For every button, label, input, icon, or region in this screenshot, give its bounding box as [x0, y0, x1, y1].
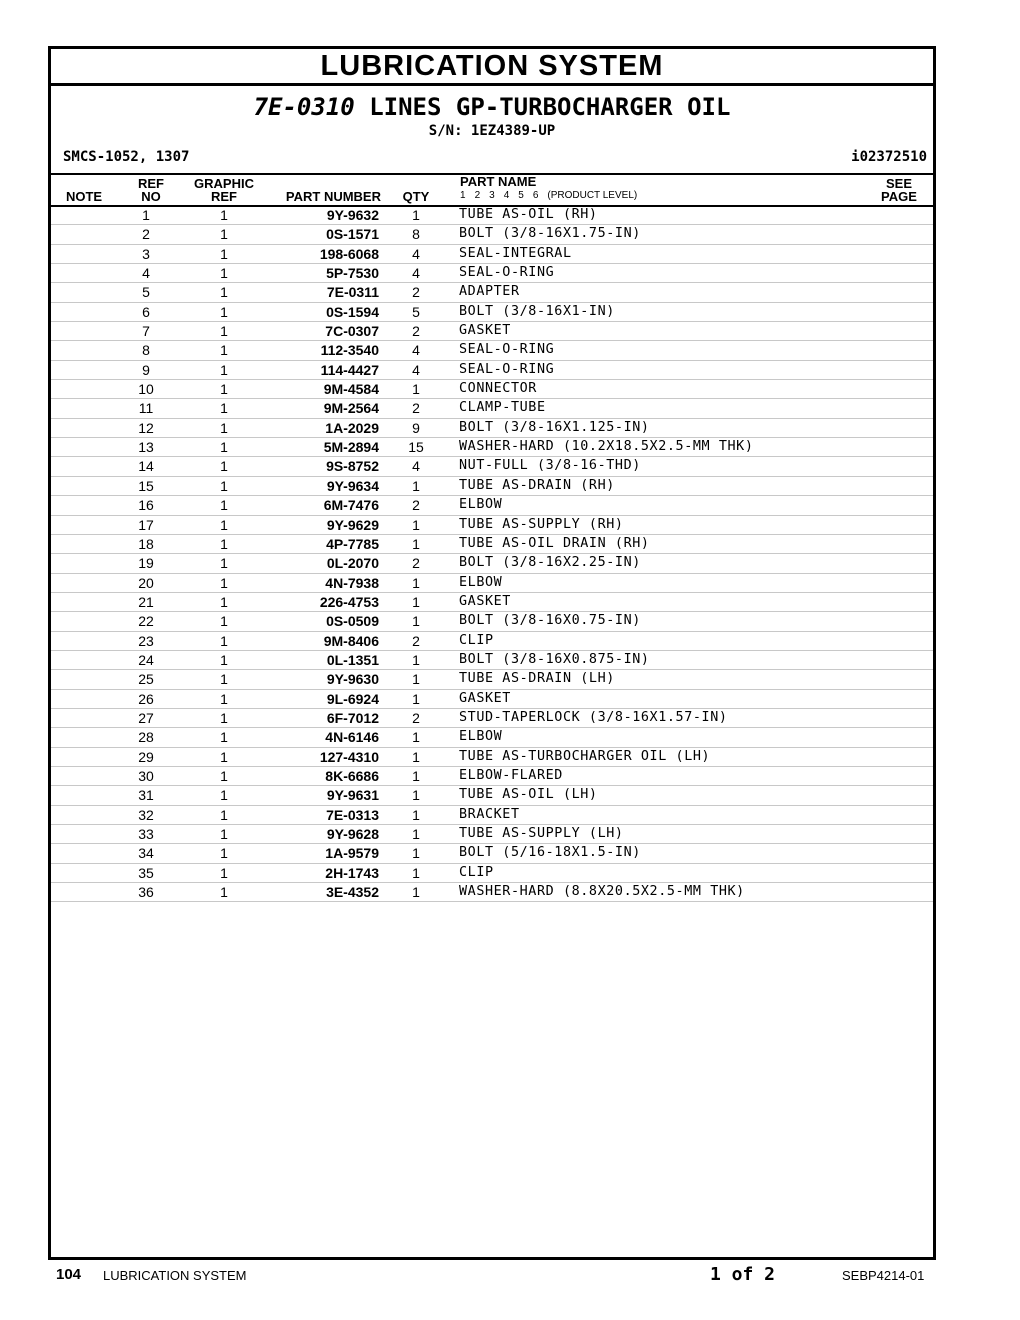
part-number: 4N-6146: [325, 729, 379, 746]
table-row: [51, 322, 933, 341]
part-number: 9Y-9630: [326, 671, 379, 688]
part-number: 3E-4352: [326, 884, 379, 901]
quantity: 1: [412, 767, 420, 784]
table-row: [51, 264, 933, 283]
table-row: [51, 225, 933, 244]
part-name: CLIP: [459, 864, 494, 880]
part-number: 4P-7785: [326, 535, 379, 552]
part-name: NUT-FULL (3/8-16-THD): [459, 458, 641, 474]
ref-no: 27: [138, 709, 154, 726]
quantity: 1: [412, 477, 420, 494]
quantity: 5: [412, 303, 420, 320]
quantity: 1: [412, 535, 420, 552]
ref-no: 31: [138, 787, 154, 804]
table-row: [51, 399, 933, 418]
part-number: 1A-2029: [325, 419, 379, 436]
graphic-ref: 1: [220, 361, 228, 378]
graphic-ref: 1: [220, 535, 228, 552]
ref-no: 25: [138, 671, 154, 688]
part-name: BOLT (3/8-16X0.875-IN): [459, 651, 650, 667]
table-row: [51, 864, 933, 883]
table-row: [51, 516, 933, 535]
table-row: [51, 477, 933, 496]
graphic-ref: 1: [220, 593, 228, 610]
graphic-ref: 1: [220, 265, 228, 282]
ref-no: 22: [138, 613, 154, 630]
col-ref-header-bottom: NO: [141, 189, 161, 204]
graphic-ref: 1: [220, 458, 228, 475]
graphic-ref: 1: [220, 574, 228, 591]
ref-no: 12: [138, 419, 154, 436]
part-number: 7E-0313: [326, 806, 379, 823]
group-heading: [51, 93, 933, 121]
table-row: [51, 806, 933, 825]
part-name: SEAL-O-RING: [459, 265, 555, 281]
quantity: 8: [412, 226, 420, 243]
table-row: [51, 535, 933, 554]
part-number: 7C-0307: [325, 323, 379, 340]
table-row: [51, 883, 933, 902]
part-number: 9M-8406: [323, 632, 379, 649]
graphic-ref: 1: [220, 690, 228, 707]
part-name: CONNECTOR: [459, 381, 537, 397]
graphic-ref: 1: [220, 516, 228, 533]
col-graphic-header-top: GRAPHIC: [194, 176, 254, 191]
part-name: TUBE AS-TURBOCHARGER OIL (LH): [459, 748, 711, 764]
part-name: TUBE AS-SUPPLY (LH): [459, 826, 624, 841]
part-number: 9Y-9628: [326, 826, 379, 842]
quantity: 2: [412, 555, 420, 572]
graphic-ref: 1: [220, 381, 228, 398]
page-number: 104: [56, 1266, 82, 1283]
part-name: ELBOW: [459, 497, 503, 513]
graphic-ref: 1: [220, 806, 228, 823]
quantity: 2: [412, 709, 420, 726]
part-number: 0S-0509: [326, 613, 379, 630]
product-level-label: (PRODUCT LEVEL): [547, 190, 638, 201]
table-row: [51, 283, 933, 302]
part-name: SEAL-O-RING: [459, 361, 555, 377]
quantity: 1: [412, 729, 420, 746]
part-number: 6M-7476: [323, 497, 379, 514]
quantity: 2: [412, 400, 420, 417]
ref-no: 34: [138, 845, 154, 862]
table-row: [51, 361, 933, 380]
part-name: SEAL-O-RING: [459, 342, 555, 358]
graphic-ref: 1: [220, 845, 228, 862]
page-of: 1 of 2: [710, 1264, 776, 1285]
quantity: 15: [408, 439, 424, 456]
ref-no: 19: [138, 555, 154, 572]
table-row: [51, 690, 933, 709]
part-number: 5P-7530: [326, 265, 379, 282]
table-row: [51, 670, 933, 689]
ref-no: 32: [138, 806, 154, 823]
ref-no: 11: [138, 400, 154, 417]
table-row: [51, 786, 933, 805]
part-number: 4N-7938: [325, 574, 379, 591]
quantity: 1: [412, 671, 420, 688]
graphic-ref: 1: [220, 342, 228, 359]
part-name: ELBOW-FLARED: [459, 767, 563, 783]
part-number: 2H-1743: [325, 864, 379, 881]
part-name: ELBOW: [459, 729, 503, 745]
table-row: [51, 457, 933, 476]
part-name: ELBOW: [459, 574, 503, 590]
ref-no: 33: [138, 826, 154, 842]
graphic-ref: 1: [220, 671, 228, 688]
quantity: 1: [412, 381, 420, 398]
quantity: 4: [412, 265, 420, 282]
table-row: [51, 245, 933, 264]
ref-no: 24: [138, 651, 154, 668]
quantity: 4: [412, 458, 420, 475]
graphic-ref: 1: [220, 709, 228, 726]
quantity: 1: [412, 207, 420, 223]
quantity: 1: [412, 845, 420, 862]
quantity: 4: [412, 361, 420, 378]
table-row: [51, 593, 933, 612]
quantity: 1: [412, 884, 420, 901]
ref-no: 28: [138, 729, 154, 746]
part-name: BOLT (3/8-16X1.125-IN): [459, 419, 650, 435]
quantity: 9: [412, 419, 420, 436]
table-row: [51, 303, 933, 322]
part-number: 5M-2894: [323, 439, 379, 456]
graphic-ref: 1: [220, 826, 228, 842]
ref-no: 2: [142, 226, 150, 243]
part-name: TUBE AS-SUPPLY (RH): [459, 516, 624, 532]
part-name: BOLT (3/8-16X0.75-IN): [459, 613, 641, 629]
quantity: 1: [412, 864, 420, 881]
part-name: CLAMP-TUBE: [459, 400, 546, 416]
ref-no: 4: [142, 265, 150, 282]
part-name: GASKET: [459, 690, 511, 706]
part-number: 8K-6686: [325, 767, 379, 784]
parts-list: [51, 206, 933, 902]
quantity: 1: [412, 574, 420, 591]
ref-no: 9: [142, 361, 150, 378]
graphic-ref: 1: [220, 419, 228, 436]
part-number: 0L-1351: [326, 651, 379, 668]
graphic-ref: 1: [220, 729, 228, 746]
part-number: 9M-4584: [323, 381, 379, 398]
part-name: WASHER-HARD (8.8X20.5X2.5-MM THK): [459, 884, 745, 900]
quantity: 2: [412, 323, 420, 340]
ref-no: 36: [138, 884, 154, 901]
table-row: [51, 767, 933, 786]
section-title: LUBRICATION SYSTEM: [51, 49, 933, 86]
table-row: [51, 419, 933, 438]
part-name: TUBE AS-DRAIN (RH): [459, 477, 615, 493]
col-part-number-header: PART NUMBER: [285, 189, 381, 204]
table-row: [51, 728, 933, 747]
part-number: 9Y-9632: [326, 207, 379, 223]
part-number: 0S-1594: [326, 303, 379, 320]
quantity: 1: [412, 516, 420, 533]
part-name: BRACKET: [459, 806, 520, 822]
ref-no: 17: [138, 516, 154, 533]
level-6: 6: [532, 190, 539, 201]
ref-no: 13: [138, 439, 154, 456]
page-frame: [48, 46, 936, 1260]
part-number: 7E-0311: [326, 284, 379, 301]
ref-no: 26: [138, 690, 154, 707]
part-number: 9Y-9634: [326, 477, 379, 494]
ref-no: 6: [142, 303, 150, 320]
part-name: GASKET: [459, 593, 511, 609]
illustration-id: i02372510: [851, 149, 927, 165]
graphic-ref: 1: [220, 245, 228, 262]
ref-no: 8: [142, 342, 150, 359]
table-row: [51, 612, 933, 631]
part-name: BOLT (3/8-16X2.25-IN): [459, 555, 641, 571]
table-row: [51, 341, 933, 360]
part-name: TUBE AS-DRAIN (LH): [459, 671, 615, 687]
part-name: TUBE AS-OIL DRAIN (RH): [459, 535, 650, 551]
quantity: 1: [412, 593, 420, 610]
part-number: 198-6068: [319, 245, 379, 262]
table-row: [51, 825, 933, 844]
graphic-ref: 1: [220, 284, 228, 301]
part-name: BOLT (3/8-16X1.75-IN): [459, 226, 641, 242]
level-4: 4: [503, 190, 510, 201]
quantity: 1: [412, 806, 420, 823]
quantity: 2: [412, 632, 420, 649]
quantity: 1: [412, 787, 420, 804]
part-name: SEAL-INTEGRAL: [459, 245, 572, 261]
ref-no: 7: [142, 323, 150, 340]
graphic-ref: 1: [220, 323, 228, 340]
graphic-ref: 1: [220, 497, 228, 514]
ref-no: 14: [138, 458, 154, 475]
page-footer: [0, 1262, 1020, 1292]
level-1: 1: [460, 190, 466, 201]
ref-no: 16: [138, 497, 154, 514]
level-2: 2: [474, 190, 481, 201]
part-name: TUBE AS-OIL (RH): [459, 207, 598, 222]
quantity: 1: [412, 613, 420, 630]
ref-no: 30: [138, 767, 154, 784]
graphic-ref: 1: [220, 207, 228, 223]
table-row: [51, 574, 933, 593]
part-number: 112-3540: [320, 342, 379, 359]
ref-no: 1: [142, 207, 150, 223]
ref-no: 29: [138, 748, 154, 765]
ref-no: 15: [138, 477, 154, 494]
table-row: [51, 844, 933, 863]
quantity: 2: [412, 284, 420, 301]
part-number: 1A-9579: [325, 845, 379, 862]
part-name: BOLT (5/16-18X1.5-IN): [459, 845, 641, 861]
table-row: [51, 206, 933, 225]
part-number: 6F-7012: [326, 709, 379, 726]
col-part-name-header: PART NAME: [460, 174, 537, 189]
graphic-ref: 1: [220, 555, 228, 572]
ref-no: 3: [142, 245, 150, 262]
graphic-ref: 1: [220, 477, 228, 494]
part-number: 127-4310: [319, 748, 379, 765]
quantity: 1: [412, 690, 420, 707]
part-name: BOLT (3/8-16X1-IN): [459, 303, 615, 319]
part-name: TUBE AS-OIL (LH): [459, 787, 598, 803]
graphic-ref: 1: [220, 226, 228, 243]
serial-number: S/N: 1EZ4389-UP: [428, 123, 556, 139]
table-row: [51, 380, 933, 399]
part-number: 9Y-9631: [326, 787, 379, 804]
group-name: LINES GP-TURBOCHARGER OIL: [369, 93, 731, 121]
part-name: GASKET: [459, 323, 511, 339]
ref-no: 20: [138, 574, 154, 591]
quantity: 2: [412, 497, 420, 514]
part-number: 226-4753: [319, 593, 379, 610]
table-row: [51, 709, 933, 728]
graphic-ref: 1: [220, 613, 228, 630]
graphic-ref: 1: [220, 748, 228, 765]
table-row: [51, 651, 933, 670]
graphic-ref: 1: [220, 884, 228, 901]
graphic-ref: 1: [220, 303, 228, 320]
ref-no: 21: [138, 593, 154, 610]
ref-no: 5: [142, 284, 150, 301]
quantity: 1: [412, 651, 420, 668]
graphic-ref: 1: [220, 864, 228, 881]
col-see-header-bottom: PAGE: [881, 189, 917, 204]
smcs-code: SMCS-1052, 1307: [63, 149, 190, 165]
ref-no: 10: [138, 381, 154, 398]
part-number: 9L-6924: [326, 690, 379, 707]
level-3: 3: [489, 190, 495, 201]
col-see-header-top: SEE: [885, 176, 912, 191]
ref-no: 23: [138, 632, 154, 649]
graphic-ref: 1: [220, 651, 228, 668]
product-levels: [460, 190, 646, 201]
part-number: 9S-8752: [326, 458, 379, 475]
part-number: 9Y-9629: [326, 516, 379, 533]
level-5: 5: [518, 190, 524, 201]
col-ref-header-top: REF: [138, 176, 164, 191]
part-number: 9M-2564: [323, 400, 379, 417]
group-code: 7E-0310: [253, 93, 355, 121]
footer-section: LUBRICATION SYSTEM: [103, 1268, 247, 1283]
col-qty-header: QTY: [402, 189, 430, 204]
ref-no: 18: [138, 535, 154, 552]
table-row: [51, 748, 933, 767]
part-name: STUD-TAPERLOCK (3/8-16X1.57-IN): [459, 709, 728, 725]
part-name: ADAPTER: [459, 284, 520, 300]
part-number: 0L-2070: [326, 555, 379, 572]
graphic-ref: 1: [220, 400, 228, 417]
col-note-header: NOTE: [65, 189, 103, 204]
table-row: [51, 554, 933, 573]
col-graphic-header-bottom: REF: [211, 189, 237, 204]
quantity: 1: [412, 826, 420, 842]
part-name: CLIP: [459, 632, 494, 648]
graphic-ref: 1: [220, 787, 228, 804]
graphic-ref: 1: [220, 632, 228, 649]
part-number: 114-4427: [320, 361, 379, 378]
ref-no: 35: [138, 864, 154, 881]
table-row: [51, 496, 933, 515]
graphic-ref: 1: [220, 767, 228, 784]
table-row: [51, 438, 933, 457]
doc-id: SEBP4214-01: [842, 1268, 925, 1283]
table-row: [51, 632, 933, 651]
quantity: 4: [412, 245, 420, 262]
part-name: WASHER-HARD (10.2X18.5X2.5-MM THK): [459, 439, 754, 455]
quantity: 1: [412, 748, 420, 765]
graphic-ref: 1: [220, 439, 228, 456]
part-number: 0S-1571: [326, 226, 379, 243]
quantity: 4: [412, 342, 420, 359]
